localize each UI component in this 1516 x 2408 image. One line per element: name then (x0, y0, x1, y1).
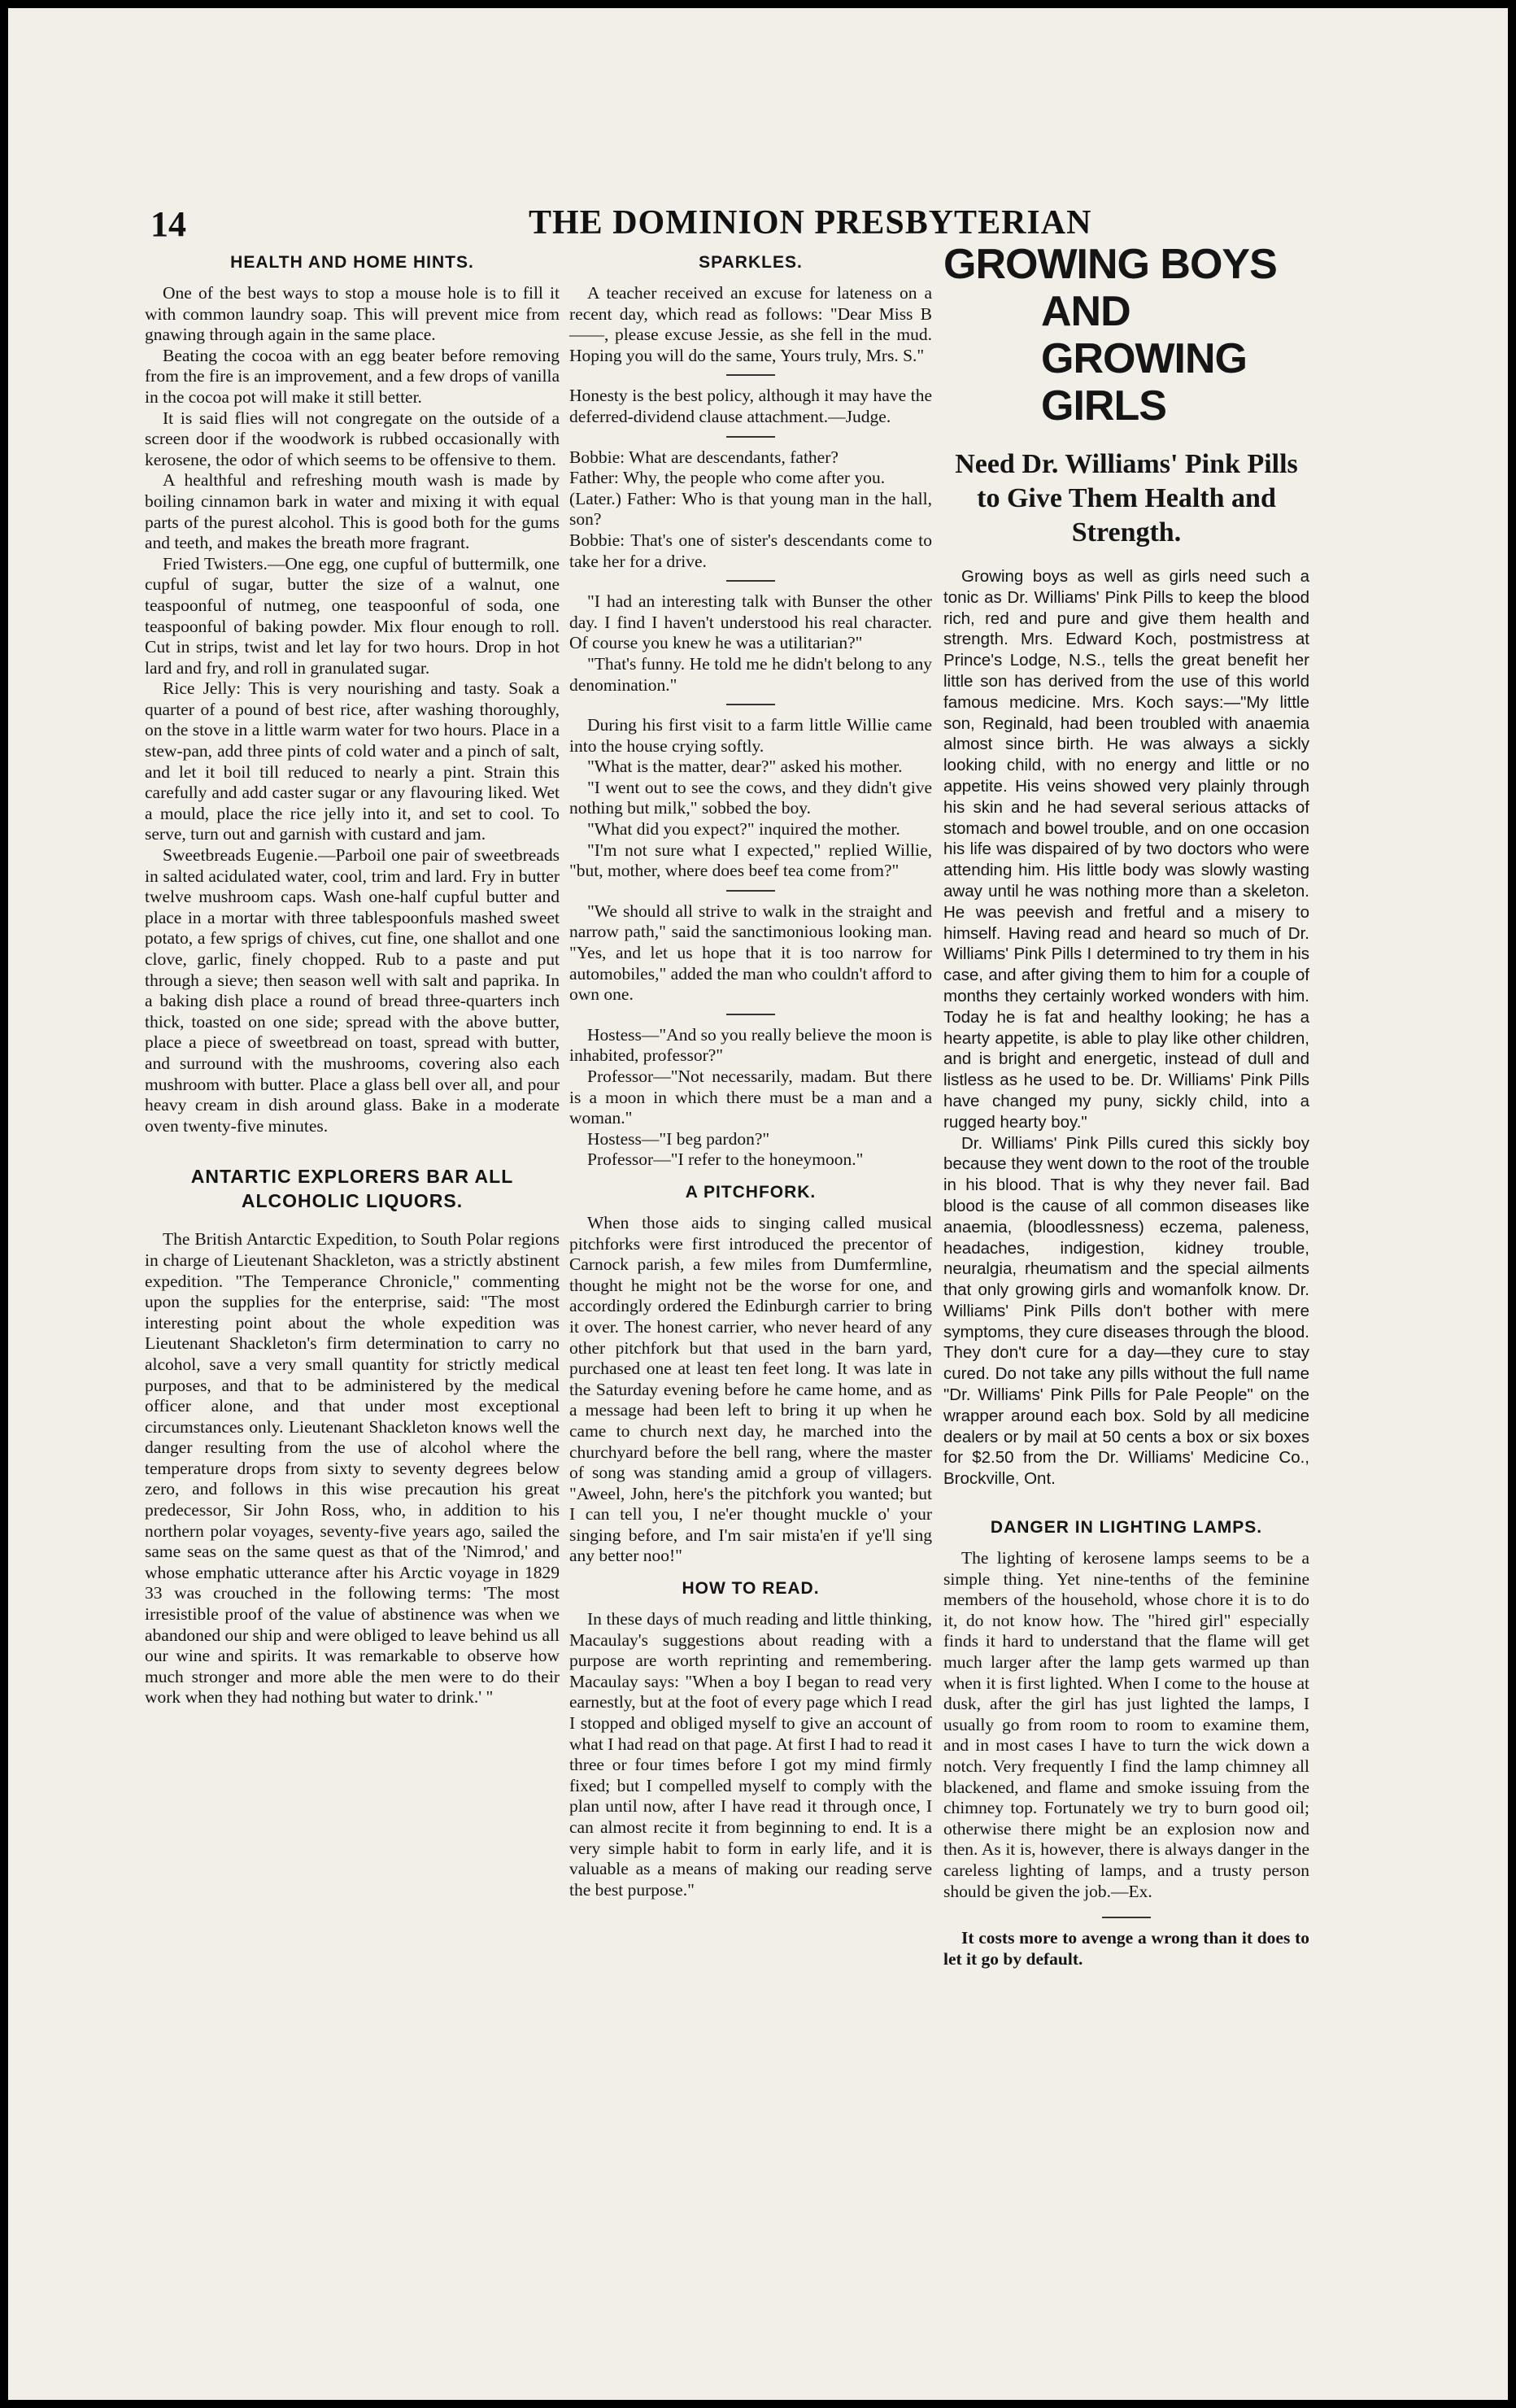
paragraph: When those aids to singing called musical pitchforks were first introduced the precentor of Carnock parish, a few miles from Dumfermline, thought he might not be the worse for one, and accordingly ordered the Edinburgh carrier to bring it over. The honest carrier, who never heard of any other pitchfork but that used in the barn yard, purchased one at least ten feet long. It was late in the Saturday evening before he came home, and as a message had been left to bring it up when he came to church next day, he marched into the churchyard before the bell rang, where the master of song was standing amid a group of villagers. "Aweel, John, here's the pitchfork you wanted; but I can tell you, I ne'er thought muckle o' your singing before, and I'm sair mista'en if ye'll sing any better noo!" (569, 1212, 932, 1566)
page-header (150, 203, 1092, 249)
column-advertisement (943, 241, 1309, 1970)
antarctic-body (145, 1229, 560, 1708)
ad-body (943, 566, 1309, 1490)
sparkle-descendants (569, 447, 932, 573)
paragraph: Professor—"Not necessarily, madam. But there is a moon in which there must be a man and a woman." (569, 1067, 932, 1128)
paragraph: The lighting of kerosene lamps seems to be a simple thing. Yet nine-tenths of the feminine members of the household, whose chore it is to do it, do not know how. The "hired girl" especially finds it hard to understand that the flame will get much larger after the lamp gets warmed up than when it is first lighted. When I come to the house at dusk, after the girl has just lighted the lamps, I usually go from room to room to examine them, and in most cases I have to turn the wick down a notch. Very frequently I find the lamp chimney all blackened, and flame and smoke issuing from the chimney top. Fortunately we try to burn good oil; otherwise there might be an explosion now and then. As it is, however, there is always danger in the careless lighting of lamps, and a trusty person should be given the job.—Ex. (943, 1548, 1309, 1901)
separator-rule (726, 890, 775, 892)
paragraph: A healthful and refreshing mouth wash is made by boiling cinnamon bark in water and mixing it with equal parts of the purest alcohol. This is good both for the gums and teeth, and makes the breath more fragrant. (145, 470, 560, 553)
paragraph: "I'm not sure what I expected," replied Willie, "but, mother, where does beef tea come from?" (569, 840, 932, 881)
health-hints-body (145, 283, 560, 1136)
heading-antarctic-explorers: ANTARTIC EXPLORERS BAR ALL ALCOHOLIC LIQUORS. (190, 1166, 514, 1212)
paragraph: Father: Why, the people who come after you. (569, 468, 886, 488)
ad-headline-boys: GROWING BOYS (943, 241, 1277, 288)
paragraph: "I had an interesting talk with Bunser the other day. I find I haven't understood his real character. Of course you knew he was a utilitarian?" (569, 591, 932, 653)
paragraph: One of the best ways to stop a mouse hole is to fill it with common laundry soap. This will prevent mice from gnawing through again in the same place. (145, 283, 560, 345)
publication-title: THE DOMINION PRESBYTERIAN (529, 204, 1092, 242)
paragraph: Beating the cocoa with an egg beater before removing from the fire is an improvement, and a few drops of vanilla in the cocoa pot will make it still better. (145, 345, 560, 407)
heading-danger-lamps: DANGER IN LIGHTING LAMPS. (990, 1518, 1263, 1538)
paragraph: "What is the matter, dear?" asked his mother. (587, 757, 903, 777)
separator-rule (726, 580, 775, 582)
separator-rule (726, 374, 775, 376)
ad-headline-girls: AND GROWING GIRLS (1041, 288, 1247, 430)
column-health-hints (145, 252, 560, 1708)
paragraph: Professor—"I refer to the honeymoon." (587, 1149, 864, 1170)
paragraph: (Later.) Father: Who is that young man in the hall, son? (569, 488, 932, 530)
pitchfork-body (569, 1213, 932, 1567)
sparkle-utilitarian (569, 591, 932, 696)
paragraph: Sweetbreads Eugenie.—Parboil one pair of sweetbreads in salted acidulated water, cool, trim and lard. Fry in butter twelve mushroom caps. Wash one-half cupful butter and place in a mortar with three tablespoonfuls mashed sweet potato, a few sprigs of chives, cut fine, one shallot and one clove, garlic, finely chopped. Rub to a paste and put through a sieve; then season well with salt and paprika. In a baking dish place a round of bread three-quarters inch thick, toasted on one side; spread with the above butter, place a piece of sweetbread on toast, spread with butter, and surround with the mushrooms, covering also each mushroom with butter. Place a glass bell over all, and pour heavy cream in dish around glass. Bake in a moderate oven twenty-five minutes. (145, 845, 560, 1136)
paragraph: "What did you expect?" inquired the mother. (587, 819, 900, 840)
heading-how-to-read: HOW TO READ. (682, 1579, 820, 1599)
sparkle-honeymoon (569, 1025, 932, 1171)
paragraph: It is said flies will not congregate on the outside of a screen door if the woodwork is rubbed occasionally with kerosene, the odor of which seems to be offensive to them. (145, 408, 560, 469)
paragraph: Hostess—"I beg pardon?" (587, 1128, 770, 1149)
separator-rule (726, 704, 775, 705)
paragraph: In these days of much reading and little thinking, Macaulay's suggestions about reading with a purpose are worth reprinting and remembering. Macaulay says: "When a boy I began to read very earnestly, but at the foot of every page which I read I stopped and obliged myself to give an account of what I had read on that page. At first I had to read it three or four times before I got my mind firmly fixed; but I compelled myself to comply with the plan until now, after I have read it through once, I can almost recite it from beginning to end. It is a very simple habit to form in early life, and it is valuable as a means of making our reading serve the best purpose." (569, 1609, 932, 1900)
paragraph: The British Antarctic Expedition, to South Polar regions in charge of Lieutenant Shackleton, was a strictly abstinent expedition. "The Temperance Chronicle," commenting upon the supplies for the enterprise, said: "The most interesting point about the whole expedition was Lieutenant Shackleton's firm determination to carry no alcohol, save a very small quantity for strictly medical purposes, and that to be administered by the medical officer alone, and that under most exceptional circumstances only. Lieutenant Shackleton knows well the danger resulting from the use of alcohol where the temperature drops from sixty to seventy degrees below zero, and follows in this wise precaution his great predecessor, Sir John Ross, who, in addition to his northern polar voyages, seventy-five years ago, sailed the same seas on the same quest as that of the 'Nimrod,' and whose emphatic utterance after his Arctic voyage in 1829 33 was crouched in the following terms: 'The most irresistible proof of the value of abstinence was when we abandoned our ship and were obliged to leave behind us all our wine and spirits. It was remarkable to observe how much stronger and more able the men were to do their work when they had nothing but water to drink.' " (145, 1229, 560, 1708)
paragraph: Dr. Williams' Pink Pills cured this sickly boy because they went down to the root of the trouble in his blood. That is why they never fail. Bad blood is the cause of all common diseases like anaemia, (bloodlessness) eczema, paleness, headaches, indigestion, kidney trouble, neuralgia, rheumatism and the special ailments that only growing girls and womanfolk know. Dr. Williams' Pink Pills don't bother with mere symptoms, they cure diseases through the blood. They don't cure for a day—they cure to stay cured. Do not take any pills without the full name "Dr. Williams' Pink Pills for Pale People" on the wrapper around each box. Sold by all medicine dealers or by mail at 50 cents a box or six boxes for $2.50 from the Dr. Williams' Medicine Co., Brockville, Ont. (943, 1133, 1309, 1489)
column-sparkles (569, 252, 932, 1900)
paragraph: During his first visit to a farm little Willie came into the house crying softly. (569, 715, 932, 756)
separator-rule (1102, 1917, 1151, 1918)
page-number: 14 (150, 204, 186, 244)
closing-maxim: It costs more to avenge a wrong than it does to let it go by default. (943, 1928, 1309, 1969)
sparkle-honesty (569, 386, 932, 427)
heading-sparkles: SPARKLES. (699, 253, 803, 272)
paragraph: Growing boys as well as girls need such a tonic as Dr. Williams' Pink Pills to keep the blood rich, red and pure and give them health and strength. Mrs. Edward Koch, postmistress at Prince's Lodge, N.S., tells the great benefit her little son has derived from the use of this world famous medicine. Mrs. Koch says:—"My little son, Reginald, had been troubled with anaemia almost since birth. He was always a sickly looking child, with no energy and little or no appetite. His veins showed very plainly through his skin and he had several serious attacks of stomach and bowel trouble, and on one occasion his life was dispaired of by two doctors who were attending him. His little body was slowly wasting away until he was nothing more than a skeleton. He was peevish and fretful and a misery to himself. Having read and heard so much of Dr. Williams' Pink Pills I determined to try them in his case, and after giving them to him for a couple of months they certainly worked wonders with him. Today he is fat and healthy looking; he has a hearty appetite, is able to play like other children, and is bright and energetic, instead of dull and listless as he used to be. Dr. Williams' Pink Pills have changed my puny, sickly child, into a rugged hearty boy." (943, 567, 1309, 1132)
sparkle-teacher (569, 283, 932, 366)
heading-health-home-hints: HEALTH AND HOME HINTS. (230, 253, 474, 272)
newspaper-page (8, 8, 1508, 2400)
sparkle-narrow-path (569, 901, 932, 1006)
paragraph: Hostess—"And so you really believe the moon is inhabited, professor?" (569, 1024, 932, 1066)
heading-pitchfork: A PITCHFORK. (685, 1182, 817, 1202)
sparkle-farm-visit (569, 715, 932, 882)
paragraph: "I went out to see the cows, and they didn't give nothing but milk," sobbed the boy. (569, 777, 932, 818)
paragraph: "We should all strive to walk in the straight and narrow path," said the sanctimonious looking man. "Yes, and let us hope that it is too narrow for automobiles," added the man who couldn't afford to own one. (569, 901, 932, 1005)
separator-rule (726, 1014, 775, 1015)
paragraph: Honesty is the best policy, although it may have the deferred-dividend clause attachment.—Judge. (569, 386, 932, 426)
lamps-body (943, 1548, 1309, 1902)
paragraph: Bobbie: What are descendants, father? (569, 447, 839, 467)
separator-rule (726, 436, 775, 438)
paragraph: "That's funny. He told me he didn't belong to any denomination." (569, 653, 932, 695)
how-to-read-body (569, 1609, 932, 1900)
ad-subheadline: Need Dr. Williams' Pink Pills to Give Them Health and Strength. (955, 449, 1298, 547)
paragraph: Bobbie: That's one of sister's descendants come to take her for a drive. (569, 530, 932, 571)
paragraph: A teacher received an excuse for lateness on a recent day, which read as follows: "Dear Miss B——, please excuse Jessie, as she fell in the mud. Hoping you will do the same, Yours truly, Mrs. S." (569, 283, 932, 365)
paragraph: Rice Jelly: This is very nourishing and tasty. Soak a quarter of a pound of best rice, after washing thoroughly, on the stove in a little warm water for two hours. Place in a stew-pan, add three pints of cold water and a pinch of salt, and let it boil till reduced to nearly a pint. Strain this carefully and add caster sugar or any flavouring liked. Wet a mould, place the rice jelly into it, and set to cool. To serve, turn out and garnish with custard and jam. (145, 678, 560, 844)
paragraph: Fried Twisters.—One egg, one cupful of buttermilk, one cupful of sugar, butter the size of a walnut, one teaspoonful of nutmeg, one teaspoonful of soda, one teaspoonful of baking powder. Mix flour enough to roll. Cut in strips, twist and let lay for two hours. Drop in hot lard and fry, and roll in granulated sugar. (145, 553, 560, 678)
